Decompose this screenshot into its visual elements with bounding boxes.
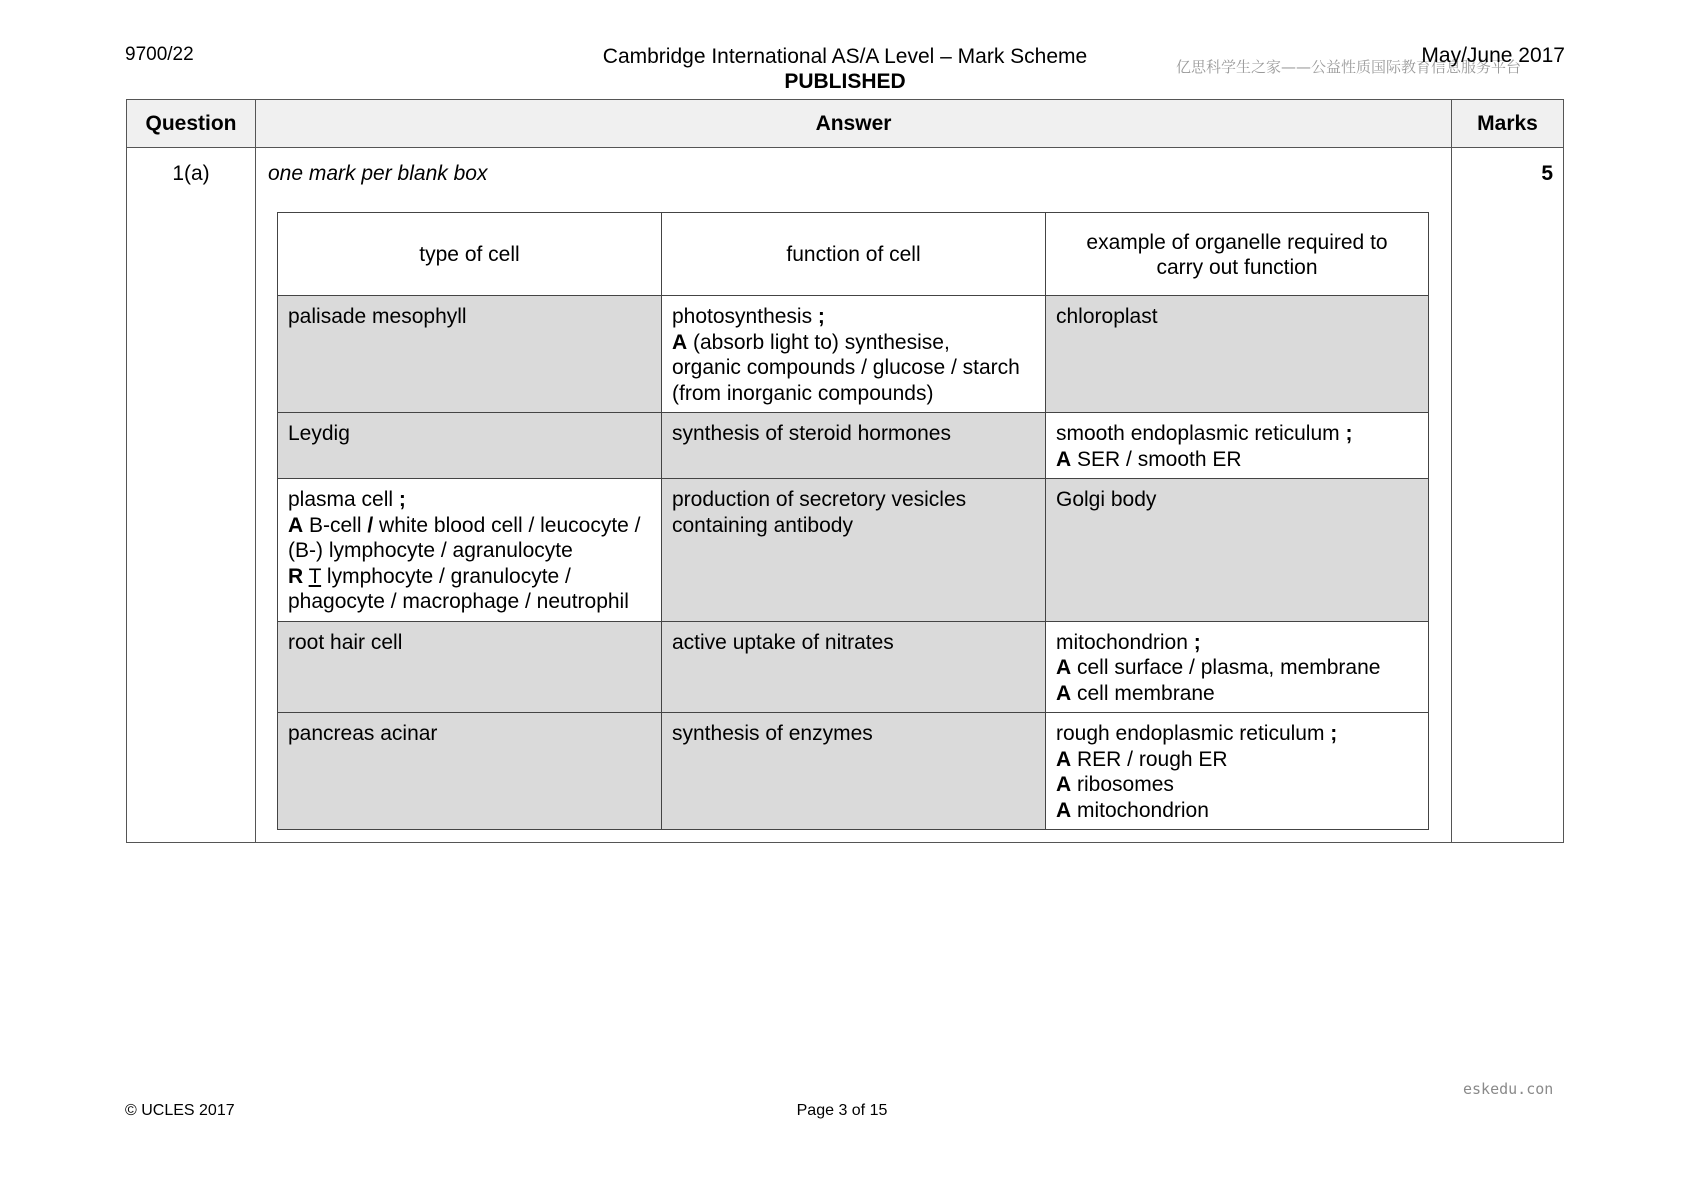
- organelle-header-line2: carry out function: [1156, 256, 1318, 279]
- accept-text: mitochondrion: [1071, 798, 1209, 822]
- accept-marker: A: [1056, 447, 1072, 471]
- answer-header: Answer: [256, 100, 1452, 148]
- organelle-text: smooth endoplasmic reticulum: [1056, 422, 1340, 445]
- reject-text: lymphocyte / granulocyte /: [321, 564, 571, 588]
- answer-cell: [256, 148, 1452, 843]
- mark-separator: ;: [1324, 722, 1338, 745]
- header-watermark: 亿思科学生之家——公益性质国际教育信息服务平台: [1176, 58, 1522, 76]
- cell-function: synthesis of steroid hormones: [662, 413, 1046, 479]
- organelle-example: Golgi body: [1046, 479, 1429, 622]
- accept-marker: A: [1056, 681, 1072, 705]
- table-row: [278, 479, 1429, 622]
- accept-marker: A: [288, 513, 304, 537]
- accept-marker: A: [672, 330, 688, 354]
- accept-text: organic compounds / glucose / starch: [672, 356, 1020, 379]
- published-label: PUBLISHED: [784, 70, 906, 93]
- organelle-example: chloroplast: [1046, 296, 1429, 413]
- accept-marker: A: [1056, 656, 1072, 679]
- footer-watermark: eskedu.con: [1463, 1080, 1554, 1098]
- function-text: containing antibody: [672, 513, 853, 537]
- accept-text: (from inorganic compounds): [672, 381, 934, 405]
- table-row: [278, 413, 1429, 479]
- cell-type: palisade mesophyll: [278, 296, 662, 413]
- function-of-cell-header: function of cell: [662, 213, 1046, 296]
- paper-code: 9700/22: [125, 44, 194, 65]
- accept-text: SER / smooth ER: [1071, 447, 1242, 471]
- underlined-term: T: [308, 564, 322, 588]
- accept-text: white blood cell / leucocyte /: [373, 513, 641, 537]
- mark-separator: ;: [393, 488, 406, 511]
- function-text: production of secretory vesicles: [672, 488, 967, 511]
- exam-session: May/June 2017: [1421, 44, 1565, 67]
- document-title: [540, 44, 1150, 94]
- accept-text: cell surface / plasma, membrane: [1071, 656, 1381, 679]
- accept-text: (absorb light to) synthesise,: [687, 330, 950, 354]
- accept-marker: A: [1056, 773, 1072, 796]
- alternative-separator: /: [367, 513, 374, 537]
- accept-text: B-cell: [303, 513, 368, 537]
- table-row: [278, 296, 1429, 413]
- organelle-text: mitochondrion: [1056, 630, 1188, 654]
- question-header: Question: [127, 100, 256, 148]
- marks-header: Marks: [1452, 100, 1564, 148]
- mark-scheme-table: [126, 99, 1564, 843]
- accept-text: cell membrane: [1071, 681, 1215, 705]
- cell-type: root hair cell: [278, 621, 662, 713]
- title-text: Cambridge International AS/A Level – Mark Scheme: [602, 45, 1088, 68]
- cell-function: [662, 296, 1046, 413]
- marking-instruction: one mark per blank box: [268, 162, 488, 185]
- accept-text: ribosomes: [1071, 773, 1174, 796]
- cell-type: [278, 479, 662, 622]
- organelle-example-header: [1046, 213, 1429, 296]
- organelle-example: [1046, 713, 1429, 830]
- copyright-notice: © UCLES 2017: [125, 1102, 235, 1119]
- inner-header-row: [278, 213, 1429, 296]
- mark-separator: ;: [1339, 422, 1353, 445]
- accept-text: RER / rough ER: [1071, 747, 1228, 771]
- marks-value: 5: [1452, 148, 1564, 843]
- cell-type: Leydig: [278, 413, 662, 479]
- accept-text: (B-) lymphocyte / agranulocyte: [288, 539, 573, 562]
- reject-marker: R: [288, 564, 304, 588]
- table-header-row: [127, 100, 1564, 148]
- reject-text: phagocyte / macrophage / neutrophil: [288, 590, 629, 613]
- function-text: photosynthesis: [672, 305, 813, 328]
- cell-function: [662, 479, 1046, 622]
- organelle-example: [1046, 621, 1429, 713]
- cell-organelle-table: [277, 212, 1429, 830]
- organelle-example: [1046, 413, 1429, 479]
- page-number: Page 3 of 15: [796, 1102, 888, 1119]
- question-number: 1(a): [127, 148, 256, 843]
- table-row: [278, 621, 1429, 713]
- cell-type: pancreas acinar: [278, 713, 662, 830]
- type-of-cell-header: type of cell: [278, 213, 662, 296]
- accept-marker: A: [1056, 747, 1072, 771]
- cell-function: synthesis of enzymes: [662, 713, 1046, 830]
- accept-marker: A: [1056, 798, 1072, 822]
- question-row: [127, 148, 1564, 843]
- mark-separator: ;: [1187, 630, 1201, 654]
- organelle-text: rough endoplasmic reticulum: [1056, 722, 1325, 745]
- table-row: [278, 713, 1429, 830]
- organelle-header-line1: example of organelle required to: [1086, 230, 1388, 254]
- cell-type-text: plasma cell: [288, 488, 394, 511]
- mark-separator: ;: [812, 305, 825, 328]
- cell-function: active uptake of nitrates: [662, 621, 1046, 713]
